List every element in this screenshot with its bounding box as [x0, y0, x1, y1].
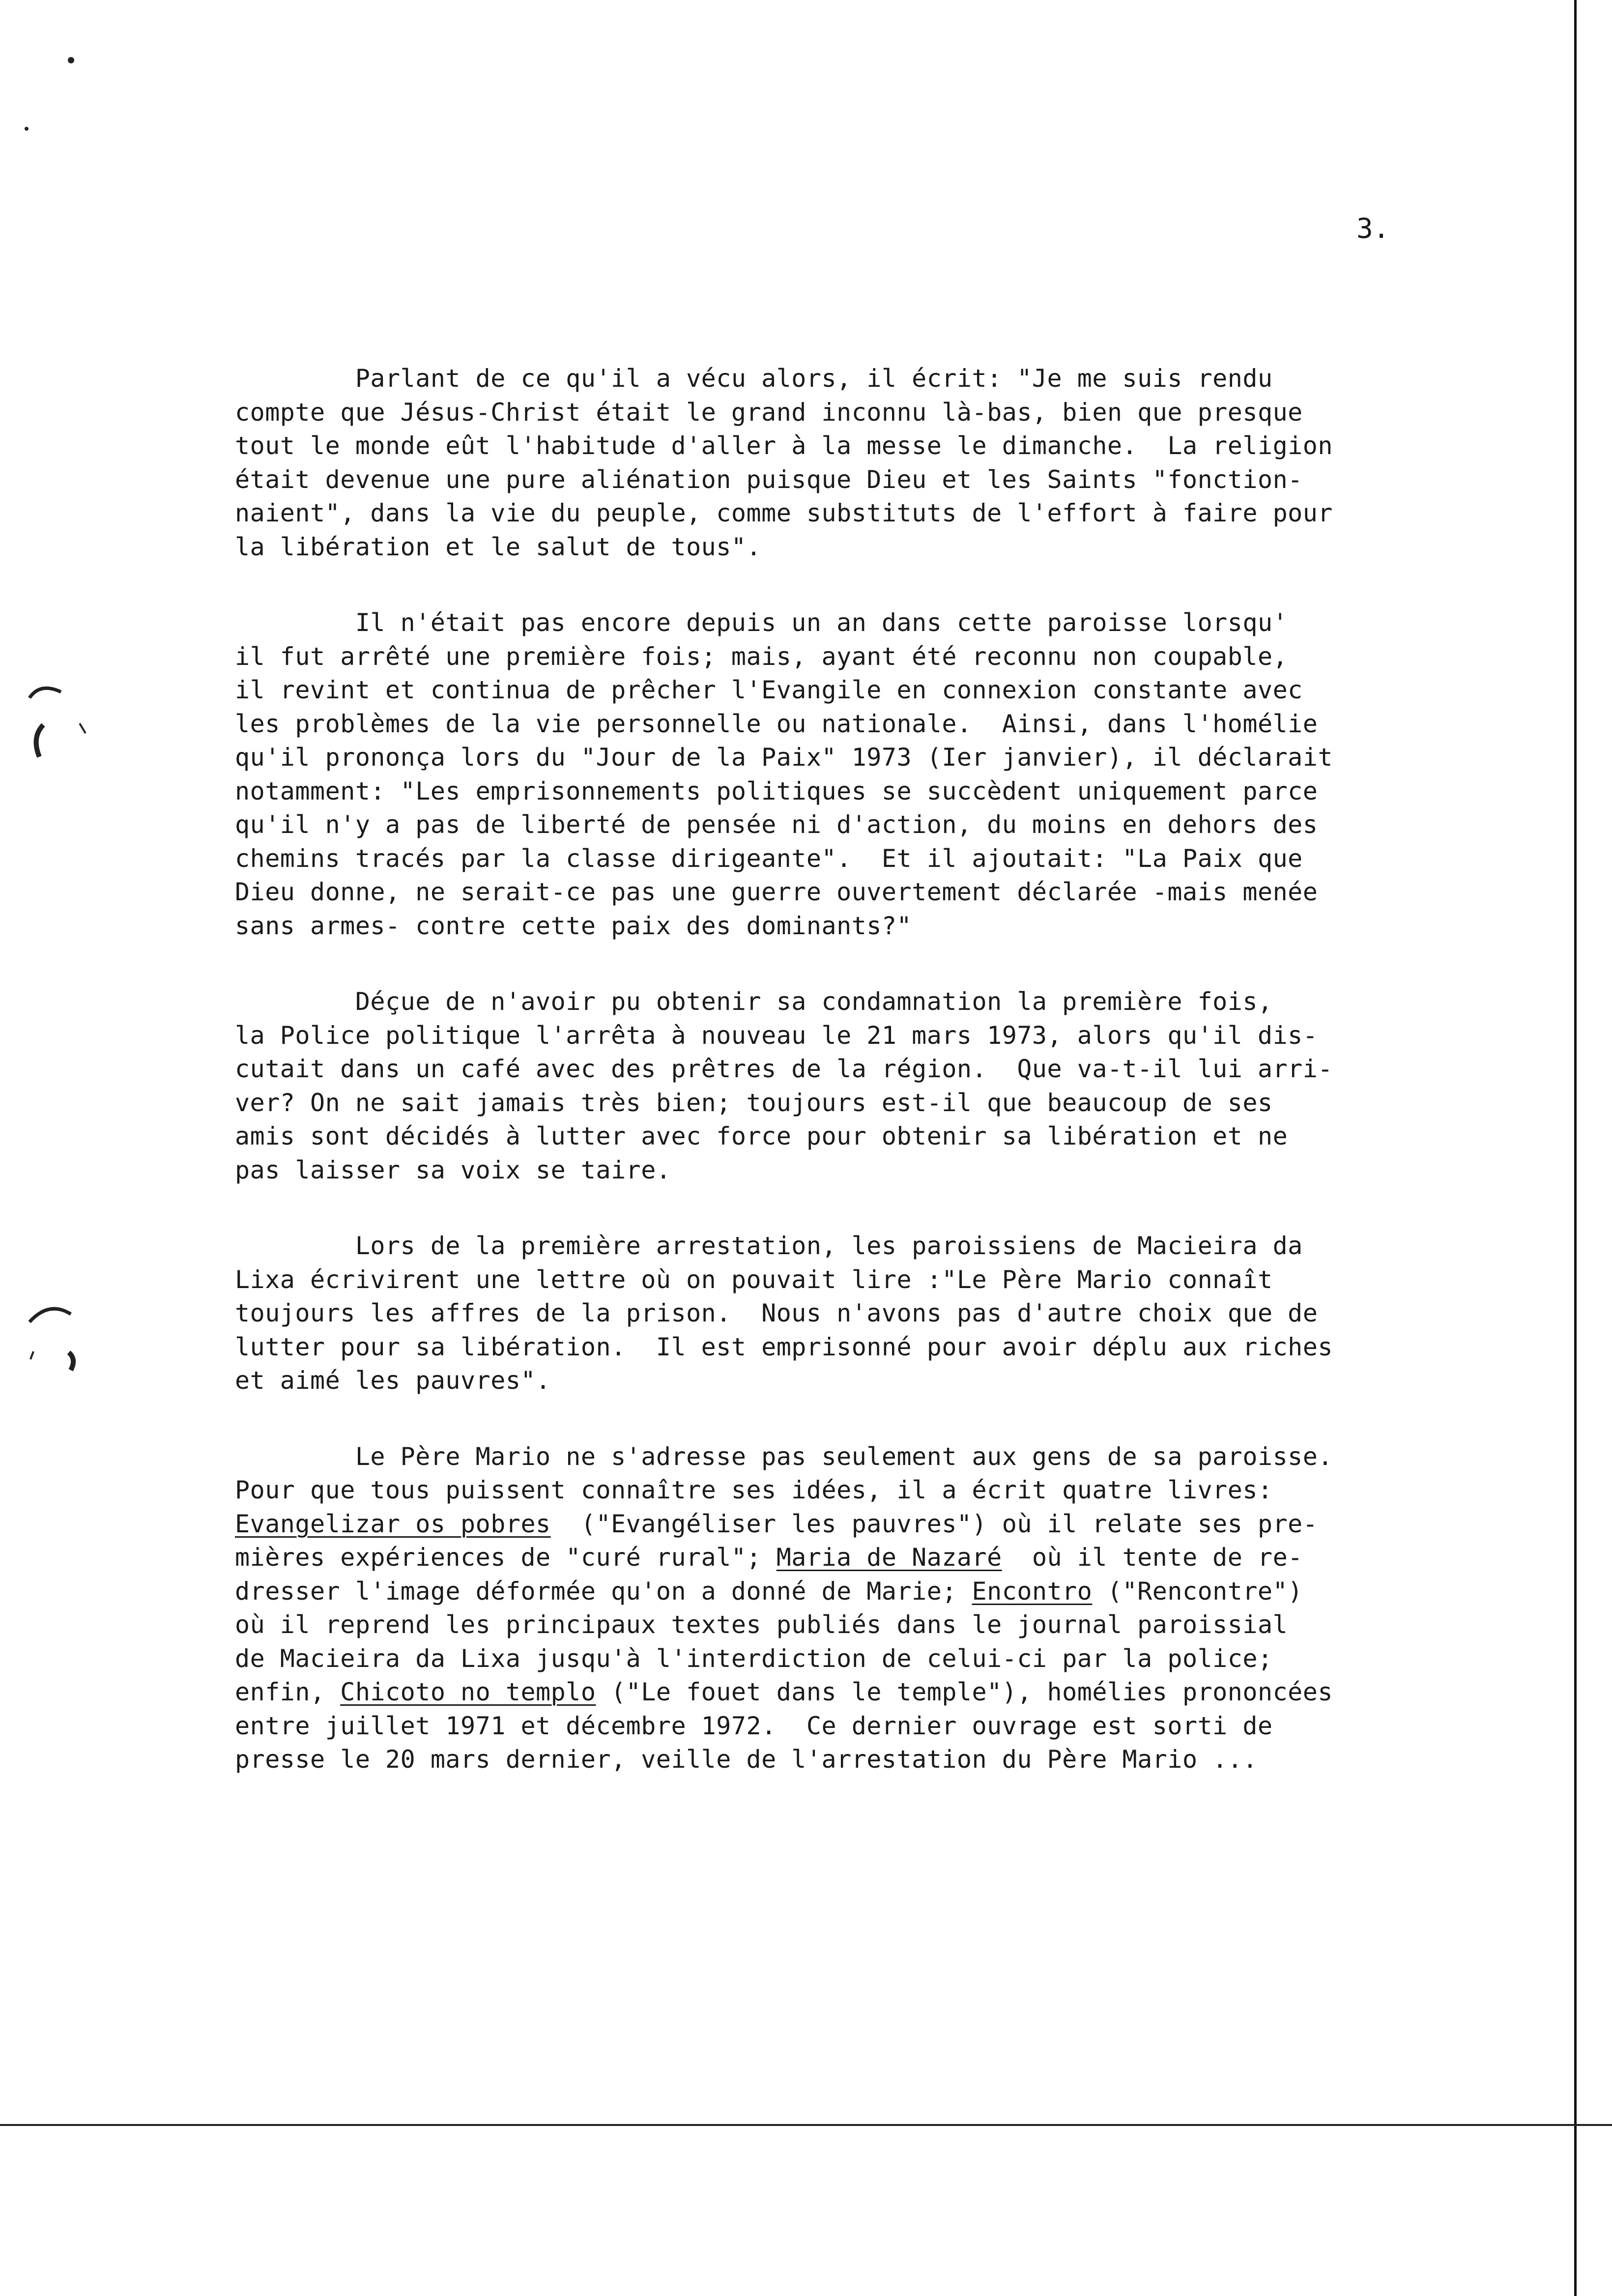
text-segment: Dieu donne, ne serait-ce pas une guerre ouvertement déclarée -mais menée	[235, 878, 1318, 906]
text-line	[235, 1440, 1493, 1474]
text-line	[235, 429, 1493, 463]
document-body	[235, 362, 1493, 1819]
text-segment: la Police politique l'arrêta à nouveau le 21 mars 1973, alors qu'il dis-	[235, 1021, 1318, 1050]
text-line	[235, 362, 1493, 396]
text-segment: enfin,	[235, 1678, 341, 1706]
text-line	[235, 741, 1493, 775]
text-segment: amis sont décidés à lutter avec force pour obtenir sa libération et ne	[235, 1122, 1288, 1150]
text-line	[235, 775, 1493, 808]
text-segment: Il n'était pas encore depuis un an dans cette paroisse lorsqu'	[235, 608, 1288, 637]
text-segment: la libération et le salut de tous".	[235, 532, 762, 561]
text-segment: et aimé les pauvres".	[235, 1366, 551, 1395]
right-margin-rule	[1574, 0, 1577, 2296]
text-segment: tout le monde eût l'habitude d'aller à la messe le dimanche. La religion	[235, 431, 1333, 460]
text-line	[235, 1364, 1493, 1398]
text-segment: il revint et continua de prêcher l'Evangile en connexion constante avec	[235, 676, 1303, 704]
text-segment: les problèmes de la vie personnelle ou nationale. Ainsi, dans l'homélie	[235, 709, 1318, 738]
text-line	[235, 1086, 1493, 1120]
scan-speck	[25, 127, 29, 131]
book-title: Chicoto no templo	[340, 1678, 596, 1706]
text-segment: de Macieira da Lixa jusqu'à l'interdiction de celui-ci par la police;	[235, 1644, 1273, 1673]
text-segment: pas laisser sa voix se taire.	[235, 1155, 671, 1184]
text-line	[235, 1229, 1493, 1263]
text-segment: mières expériences de "curé rural";	[235, 1543, 777, 1572]
text-line	[235, 909, 1493, 943]
text-line	[235, 1743, 1493, 1777]
text-line	[235, 396, 1493, 430]
punch-hole-mark-upper	[26, 678, 89, 776]
text-line	[235, 1575, 1493, 1608]
punch-hole-mark-lower	[26, 1297, 89, 1396]
text-line	[235, 1263, 1493, 1297]
text-line	[235, 1541, 1493, 1575]
text-segment: Parlant de ce qu'il a vécu alors, il écrit: "Je me suis rendu	[235, 364, 1273, 393]
text-line	[235, 1019, 1493, 1053]
bottom-rule	[0, 2124, 1612, 2126]
text-segment: Déçue de n'avoir pu obtenir sa condamnation la première fois,	[235, 987, 1273, 1016]
text-segment: entre juillet 1971 et décembre 1972. Ce dernier ouvrage est sorti de	[235, 1711, 1273, 1740]
paragraph	[235, 1440, 1493, 1777]
text-line	[235, 1153, 1493, 1187]
text-segment: Pour que tous puissent connaître ses idées, il a écrit quatre livres:	[235, 1476, 1273, 1504]
text-segment: compte que Jésus-Christ était le grand inconnu là-bas, bien que presque	[235, 398, 1303, 427]
text-segment: naient", dans la vie du peuple, comme substituts de l'effort à faire pour	[235, 499, 1333, 527]
text-line	[235, 673, 1493, 707]
text-segment: qu'il prononça lors du "Jour de la Paix" 1973 (Ier janvier), il déclarait	[235, 743, 1333, 772]
text-segment: ("Evangéliser les pauvres") où il relate ses pre-	[550, 1509, 1318, 1538]
text-segment: Le Père Mario ne s'adresse pas seulement aux gens de sa paroisse.	[235, 1442, 1333, 1471]
text-line	[235, 640, 1493, 674]
text-line	[235, 1473, 1493, 1507]
text-line	[235, 1709, 1493, 1743]
text-segment: ver? On ne sait jamais très bien; toujours est-il que beaucoup de ses	[235, 1088, 1273, 1117]
text-line	[235, 1330, 1493, 1364]
paragraph	[235, 985, 1493, 1187]
text-segment: où il tente de re-	[1002, 1543, 1303, 1572]
paragraph	[235, 1229, 1493, 1398]
page-number: 3.	[1356, 213, 1390, 245]
text-line	[235, 1119, 1493, 1153]
text-segment: Lixa écrivirent une lettre où on pouvait lire :"Le Père Mario connaît	[235, 1265, 1273, 1294]
text-segment: toujours les affres de la prison. Nous n'avons pas d'autre choix que de	[235, 1299, 1318, 1327]
book-title: Evangelizar os pobres	[235, 1509, 551, 1538]
text-line	[235, 1296, 1493, 1330]
text-segment: presse le 20 mars dernier, veille de l'arrestation du Père Mario ...	[235, 1745, 1258, 1774]
book-title: Encontro	[972, 1577, 1093, 1606]
paragraph	[235, 362, 1493, 564]
text-line	[235, 985, 1493, 1019]
text-line	[235, 1675, 1493, 1709]
text-line	[235, 530, 1493, 564]
book-title: Maria de Nazaré	[776, 1543, 1002, 1572]
text-segment: chemins tracés par la classe dirigeante". Et il ajoutait: "La Paix que	[235, 844, 1303, 873]
text-segment: où il reprend les principaux textes publiés dans le journal paroissial	[235, 1610, 1288, 1639]
text-line	[235, 875, 1493, 909]
text-line	[235, 707, 1493, 741]
text-line	[235, 808, 1493, 842]
text-segment: ("Rencontre")	[1092, 1577, 1303, 1606]
text-line	[235, 842, 1493, 876]
text-segment: était devenue une pure aliénation puisque Dieu et les Saints "fonction-	[235, 465, 1303, 494]
text-segment: il fut arrêté une première fois; mais, ayant été reconnu non coupable,	[235, 642, 1288, 671]
text-segment: sans armes- contre cette paix des dominants?"	[235, 911, 912, 940]
text-segment: Lors de la première arrestation, les paroissiens de Macieira da	[235, 1232, 1303, 1260]
text-segment: ("Le fouet dans le temple"), homélies prononcées	[596, 1678, 1333, 1706]
text-line	[235, 1052, 1493, 1086]
text-line	[235, 1608, 1493, 1642]
text-line	[235, 496, 1493, 530]
text-segment: dresser l'image déformée qu'on a donné de Marie;	[235, 1577, 972, 1606]
text-segment: notamment: "Les emprisonnements politiques se succèdent uniquement parce	[235, 776, 1318, 805]
text-line	[235, 606, 1493, 640]
paragraph	[235, 606, 1493, 943]
text-segment: qu'il n'y a pas de liberté de pensée ni d'action, du moins en dehors des	[235, 810, 1318, 839]
text-line	[235, 463, 1493, 497]
text-line	[235, 1642, 1493, 1676]
text-segment: cutait dans un café avec des prêtres de la région. Que va-t-il lui arri-	[235, 1055, 1333, 1083]
scan-speck	[68, 57, 74, 63]
text-line	[235, 1507, 1493, 1541]
text-segment: lutter pour sa libération. Il est emprisonné pour avoir déplu aux riches	[235, 1332, 1333, 1361]
